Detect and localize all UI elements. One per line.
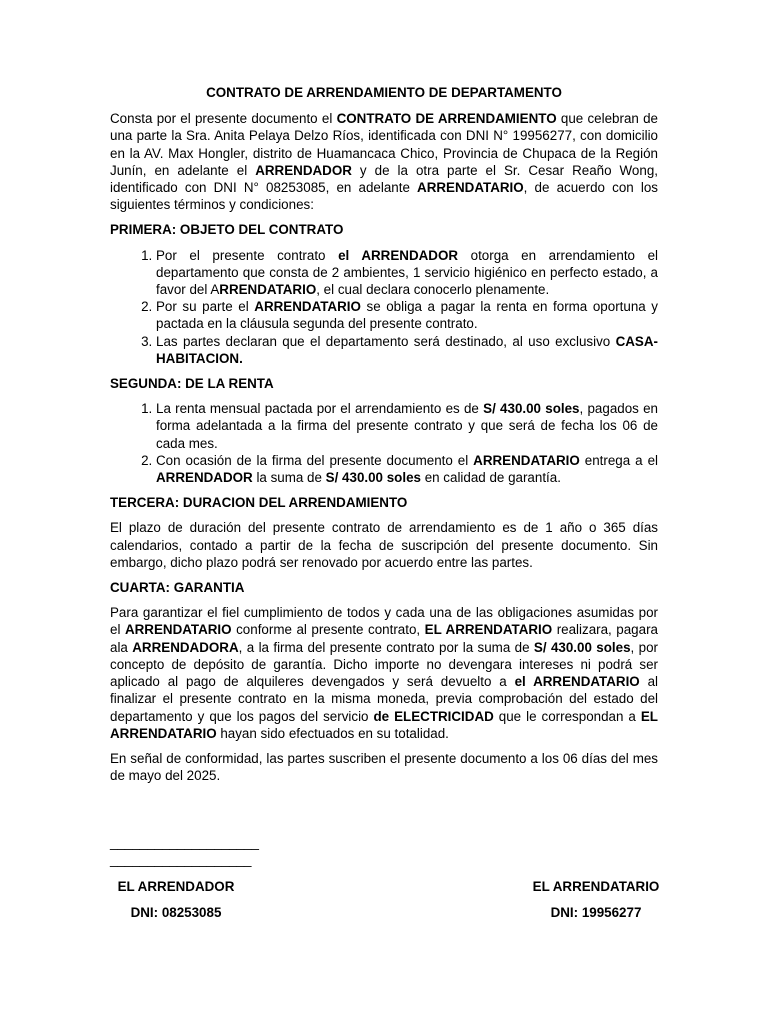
text-run: Por el presente contrato [156, 247, 339, 263]
clause-primera-list [110, 247, 658, 367]
text-run: hayan sido efectuados en su totalidad. [216, 725, 449, 741]
text-run: otorga en arrendamiento el departamento que consta de 2 ambientes, 1 servicio higiénico en perfecto estado, a favor del A [156, 247, 658, 298]
list-item [156, 247, 658, 299]
clause-tercera-body [110, 519, 658, 571]
clause-primera-heading: PRIMERA: OBJETO DEL CONTRATO [110, 222, 344, 238]
bold-text: de ELECTRICIDAD [373, 708, 494, 724]
signature-role: EL ARRENDATARIO [532, 879, 660, 894]
clause-tercera-heading: TERCERA: DURACION DEL ARRENDAMIENTO [110, 495, 408, 511]
bold-text: ARRENDATARIO [254, 299, 361, 315]
text-run: Las partes declaran que el departamento será destinado, al uso exclusivo [156, 333, 616, 349]
clause-segunda-list [110, 400, 658, 486]
text-run: , el cual declara conocerlo plenamente. [316, 282, 550, 298]
bold-text: EL ARRENDATARIO [110, 708, 658, 741]
signature-block-arrendador [110, 878, 242, 921]
bold-text: el ARRENDATARIO [514, 674, 640, 690]
bold-text: ARRENDADOR [156, 470, 253, 486]
signature-block-arrendatario [526, 878, 666, 921]
closing-paragraph [110, 750, 658, 784]
bold-text: S/ 430.00 soles [533, 639, 631, 655]
text-run: al finalizar el presente contrato en la misma moneda, previa comprobación del estado del departamento y que los pagos del servicio [110, 674, 658, 724]
clause-cuarta-heading: CUARTA: GARANTIA [110, 580, 245, 596]
text-run: en calidad de garantía. [420, 470, 561, 486]
list-item [156, 333, 658, 367]
intro-paragraph [110, 110, 658, 213]
text-run: conforme al presente contrato, [231, 622, 425, 638]
text-run: la suma de [252, 470, 326, 486]
text-run: El plazo de duración del presente contrato de arrendamiento es de 1 año o 365 días calendarios, contado a partir de la fecha de suscripción del presente documento. Sin embargo, dicho plazo podrá ser renovado por acuerdo entre las partes. [110, 520, 658, 570]
bold-text: ARRENDATARIO [124, 622, 232, 638]
bold-text: CONTRATO DE ARRENDAMIENTO [336, 111, 557, 127]
text-run: La renta mensual pactada por el arrendamiento es de [156, 401, 484, 417]
list-item [156, 400, 658, 452]
signature-role: EL ARRENDADOR [117, 879, 235, 894]
signature-lines [110, 834, 310, 868]
bold-text: el ARRENDADOR [338, 247, 459, 263]
text-run: En señal de conformidad, las partes suscriben el presente documento a los 06 días del mes de mayo del 2025. [110, 750, 658, 784]
text-run: que celebran de una parte la Sra. Anita Pelaya Delzo Ríos, identificada con DNI N° 19956277, con domicilio en la AV. Max Hongler, distrito de Huamancaca Chico, Provincia de Chupaca de la Región Junín, en adelante el [110, 111, 658, 178]
text-run: , a la firma del presente contrato por la suma de [238, 639, 534, 655]
bold-text: S/ 430.00 soles [483, 401, 580, 417]
text-run: y de la otra parte el Sr. Cesar Reaño Wong, identificado con DNI N° 08253085, en adelante [110, 162, 658, 196]
list-item [156, 298, 658, 332]
signature-line: ____________________ [110, 835, 259, 850]
bold-text: ARRENDATARIO [473, 452, 580, 468]
bold-text: EL ARRENDATARIO [424, 622, 553, 638]
text-run: , de acuerdo con los siguientes términos y condiciones: [110, 180, 658, 213]
bold-text: ARRENDATARIO [417, 180, 524, 196]
text-run: realizara, pagara ala [110, 622, 658, 655]
clause-segunda-heading: SEGUNDA: DE LA RENTA [110, 376, 274, 392]
signature-dni: DNI: 08253085 [130, 905, 222, 920]
bold-text: ARRENDADOR [255, 162, 352, 178]
text-run: se obliga a pagar la renta en forma oportuna y pactada en la cláusula segunda del presente contrato. [156, 299, 658, 332]
text-run: , pagados en forma adelantada a la firma del presente contrato y que será de fecha los 06 de cada mes. [156, 401, 659, 451]
bold-text: ARRENDADORA [132, 639, 239, 655]
text-run: Para garantizar el fiel cumplimiento de todos y cada una de las obligaciones asumidas por el [110, 605, 658, 638]
clause-cuarta-body [110, 604, 658, 742]
text-run: , por concepto de depósito de garantía. Dicho importe no devengara intereses ni podrá ser aplicado al pago de alquileres devengados y será devuelto a [110, 639, 658, 690]
text-run: Con ocasión de la firma del presente documento el [156, 452, 474, 468]
list-item [156, 452, 658, 486]
contract-title: CONTRATO DE ARRENDAMIENTO DE DEPARTAMENTO [206, 85, 562, 100]
text-run: Por su parte el [156, 299, 255, 315]
text-run: Consta por el presente documento el [110, 111, 337, 127]
contract-body [110, 84, 658, 792]
signature-line: ___________________ [110, 852, 252, 867]
text-run: entrega a el [579, 452, 658, 468]
signature-dni: DNI: 19956277 [550, 905, 642, 920]
bold-text: S/ 430.00 soles [325, 470, 421, 486]
bold-text: RRENDATARIO [219, 282, 317, 298]
text-run: que le correspondan a [493, 708, 641, 724]
bold-text: CASA-HABITACION. [156, 333, 658, 366]
